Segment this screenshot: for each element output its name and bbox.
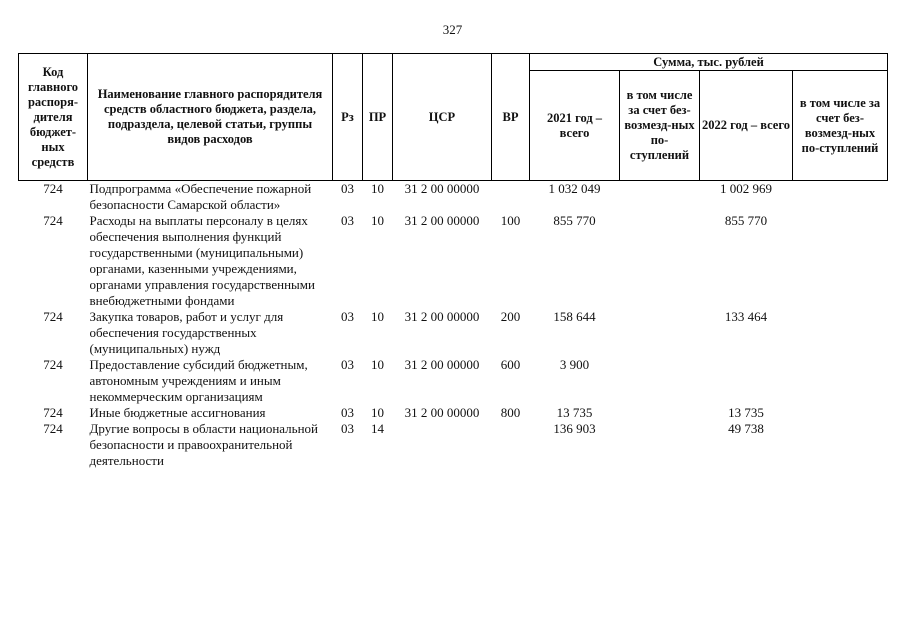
cell-name: Другие вопросы в области национальной безопасности и правоохранительной деятельности (89, 421, 318, 468)
cell-name: Закупка товаров, работ и услуг для обеспечения государственных (муниципальных) нужд (89, 309, 284, 356)
cell-2022-total (700, 357, 793, 405)
header-name: Наименование главного распорядителя средств областного бюджета, раздела, подраздела, целевой статьи, группы видов расходов (88, 54, 333, 181)
header-rz: Рз (333, 54, 363, 181)
cell-csr (393, 421, 492, 469)
page-number: 327 (442, 22, 463, 37)
budget-table (18, 53, 888, 469)
cell-pr: 10 (371, 405, 384, 420)
cell-pr: 10 (371, 309, 384, 324)
table-row (19, 181, 888, 214)
table-row (19, 421, 888, 469)
cell-vr: 100 (500, 213, 521, 228)
header-2022-free: в том числе за счет без-возмезд-ных по-ступлений (793, 71, 888, 181)
cell-2021-free (620, 181, 700, 214)
cell-name: Подпрограмма «Обеспечение пожарной безопасности Самарской области» (89, 181, 312, 212)
cell-pr: 10 (371, 357, 384, 372)
cell-2021-total: 13 735 (556, 405, 593, 420)
cell-2021-free (620, 421, 700, 469)
cell-2022-free (793, 309, 888, 357)
cell-2021-free (620, 357, 700, 405)
cell-code: 724 (43, 213, 63, 228)
cell-name: Предоставление субсидий бюджетным, автономным учреждениям и иным некоммерческим организациям (89, 357, 308, 404)
cell-code: 724 (43, 405, 63, 420)
cell-pr: 10 (371, 181, 384, 196)
cell-rz: 03 (341, 213, 354, 228)
cell-2021-total: 158 644 (553, 309, 596, 324)
cell-2022-total: 13 735 (728, 405, 764, 420)
cell-rz: 03 (341, 405, 354, 420)
cell-2021-free (620, 309, 700, 357)
cell-csr: 31 2 00 00000 (404, 405, 480, 420)
table-row (19, 213, 888, 309)
cell-2021-free (620, 405, 700, 421)
cell-csr: 31 2 00 00000 (404, 309, 480, 324)
cell-pr: 14 (371, 421, 384, 436)
cell-csr: 31 2 00 00000 (404, 357, 480, 372)
cell-2021-total: 1 032 049 (548, 181, 601, 196)
cell-csr: 31 2 00 00000 (404, 181, 480, 196)
cell-2022-total: 49 738 (728, 421, 764, 436)
cell-csr: 31 2 00 00000 (404, 213, 480, 228)
header-2021-free: в том числе за счет без-возмезд-ных по-ступлений (620, 71, 700, 181)
cell-vr: 800 (500, 405, 521, 420)
cell-vr (492, 181, 530, 214)
table-row (19, 405, 888, 421)
cell-2022-free (793, 213, 888, 309)
header-2022-total: 2022 год – всего (700, 71, 793, 181)
header-csr: ЦСР (393, 54, 492, 181)
header-pr: ПР (363, 54, 393, 181)
cell-2022-total: 855 770 (724, 213, 768, 228)
cell-rz: 03 (341, 421, 354, 436)
cell-name: Иные бюджетные ассигнования (89, 405, 266, 420)
cell-rz: 03 (341, 357, 354, 372)
header-sum-group: Сумма, тыс. рублей (530, 54, 888, 71)
cell-2022-total: 133 464 (724, 309, 768, 324)
cell-vr: 600 (500, 357, 521, 372)
cell-rz: 03 (341, 309, 354, 324)
table-row (19, 357, 888, 405)
cell-pr: 10 (371, 213, 384, 228)
header-code: Код главного распоря-дителя бюджет-ных средств (19, 54, 88, 181)
cell-2021-total: 3 900 (559, 357, 590, 372)
cell-vr (492, 421, 530, 469)
cell-2022-total: 1 002 969 (720, 181, 772, 196)
cell-2021-free (620, 213, 700, 309)
cell-2022-free (793, 181, 888, 214)
cell-2022-free (793, 421, 888, 469)
table-body (19, 181, 888, 470)
header-2021-total: 2021 год – всего (530, 71, 620, 181)
cell-2022-free (793, 405, 888, 421)
cell-vr: 200 (500, 309, 521, 324)
cell-2021-total: 855 770 (553, 213, 596, 228)
cell-code: 724 (43, 309, 63, 324)
cell-2022-free (793, 357, 888, 405)
cell-rz: 03 (341, 181, 354, 196)
cell-2021-total: 136 903 (553, 421, 596, 436)
cell-code: 724 (43, 421, 63, 436)
cell-code: 724 (43, 357, 63, 372)
table-header (19, 54, 888, 181)
table-row (19, 309, 888, 357)
cell-code: 724 (43, 181, 63, 196)
header-vr: ВР (492, 54, 530, 181)
cell-name: Расходы на выплаты персоналу в целях обеспечения выполнения функций государственными (муниципальными) органами, казенными учреждениями, органами управления государственными внебюджетными фондами (89, 213, 315, 308)
